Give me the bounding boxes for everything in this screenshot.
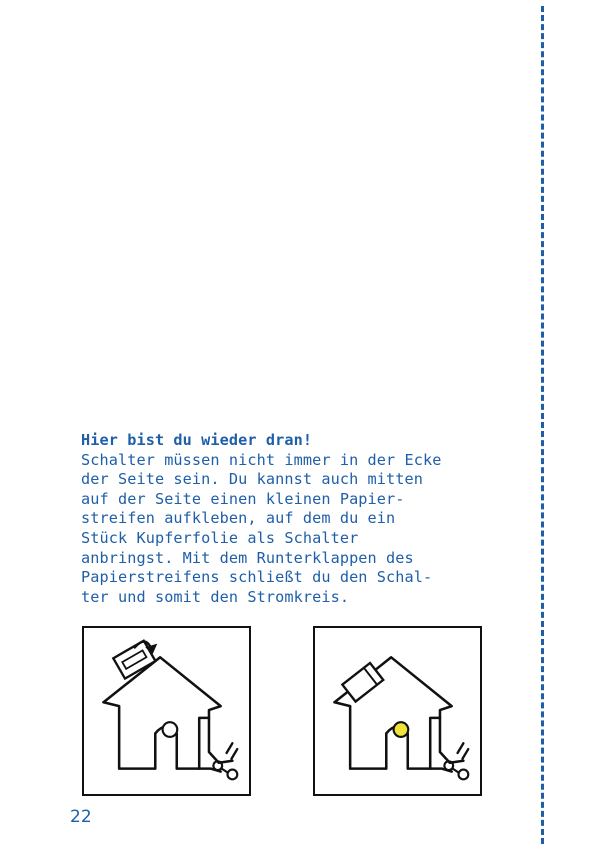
body-line: Schalter müssen nicht immer in der Ecke (81, 450, 442, 469)
body-line: streifen aufkleben, auf dem du ein (81, 509, 396, 528)
body-line: der Seite sein. Du kannst auch mitten (81, 470, 424, 489)
house-circuit-open-drawing (84, 628, 249, 794)
body-line: Papierstreifens schließt du den Schal- (81, 568, 433, 587)
body-line: ter und somit den Stromkreis. (81, 587, 350, 606)
illustration-switch-open (82, 626, 251, 796)
body-line: Stück Kupferfolie als Schalter (81, 528, 359, 547)
dashed-fold-line (541, 6, 544, 844)
house-circuit-closed-drawing (315, 628, 480, 794)
led-off-icon (163, 722, 178, 737)
page-number: 22 (70, 807, 92, 827)
body-line: auf der Seite einen kleinen Papier- (81, 489, 405, 508)
instruction-text-block (81, 431, 481, 607)
body-line: anbringst. Mit dem Runterklappen des (81, 548, 414, 567)
section-heading: Hier bist du wieder dran! (81, 431, 313, 449)
led-lit-icon (394, 722, 409, 737)
illustration-switch-closed (313, 626, 482, 796)
